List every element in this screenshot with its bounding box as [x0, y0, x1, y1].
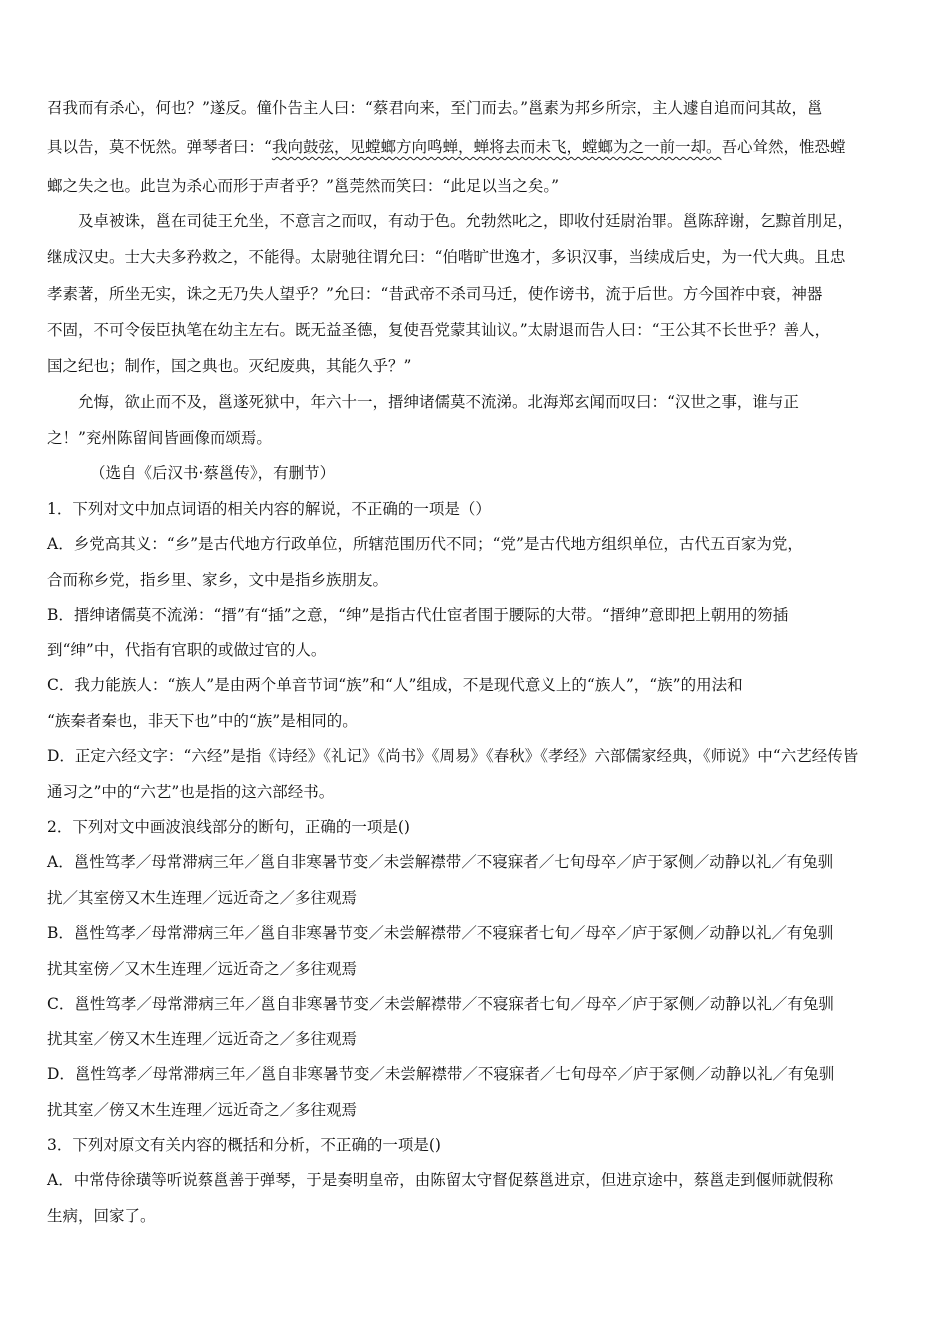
- question-2-option-a-cont: 扰／其室傍又木生连理／远近奇之／多往观焉: [47, 889, 358, 907]
- question-2-option-d: D．邕性笃孝／母常滞病三年／邕自非寒暑节变／未尝解襟带／不寝寐者／七旬母卒／庐于冢侧／动静以礼／有兔驯: [47, 1065, 835, 1083]
- wavy-underlined-sentence: 我向鼓弦，见螳螂方向鸣蝉，蝉将去而未飞，螳螂为之一前一却。: [271, 138, 722, 156]
- question-1-option-b: B．搢绅诸儒莫不流涕：“搢”有“插”之意，“绅”是指古代仕宦者围于腰际的大带。“搢绅”意即把上朝用的笏插: [47, 606, 789, 624]
- question-1-option-b-cont: 到“绅”中，代指有官职的或做过官的人。: [47, 641, 327, 659]
- passage-line: 螂之失之也。此岂为杀心而形于声者乎？”邕莞然而笑曰：“此足以当之矣。”: [47, 177, 560, 195]
- question-2-option-b-cont: 扰其室傍／又木生连理／远近奇之／多往观焉: [47, 960, 358, 978]
- question-3-option-a-cont: 生病，回家了。: [47, 1207, 156, 1225]
- question-1-option-d-cont: 通习之”中的“六艺”也是指的这六部经书。: [47, 783, 335, 801]
- passage-line: 之！”兖州陈留间皆画像而颂焉。: [47, 429, 272, 447]
- source-citation: （选自《后汉书·蔡邕传》，有删节）: [90, 464, 336, 482]
- question-3-stem: 3．下列对原文有关内容的概括和分析，不正确的一项是(): [47, 1136, 441, 1154]
- passage-line: 国之纪也；制作，国之典也。灭纪废典，其能久乎？”: [47, 357, 412, 375]
- question-1-option-c-cont: “族秦者秦也，非天下也”中的“族”是相同的。: [47, 712, 358, 730]
- question-2-option-c-cont: 扰其室／傍又木生连理／远近奇之／多往观焉: [47, 1030, 358, 1048]
- question-2-option-c: C．邕性笃孝／母常滞病三年／邕自非寒暑节变／未尝解襟带／不寝寐者七旬／母卒／庐于冢侧／动静以礼／有兔驯: [47, 995, 834, 1013]
- question-1-option-d: D．正定六经文字：“六经”是指《诗经》《礼记》《尚书》《周易》《春秋》《孝经》六部儒家经典，《师说》中“六艺经传皆: [47, 747, 859, 765]
- passage-line: [47, 135, 845, 157]
- passage-line: 不固，不可令佞臣执笔在幼主左右。既无益圣德，复使吾党蒙其讪议。”太尉退而告人曰：“王公其不长世乎？善人，: [47, 321, 831, 339]
- question-1-option-a-cont: 合而称乡党，指乡里、家乡，文中是指乡族朋友。: [47, 571, 389, 589]
- passage-text: 吾心耸然，惟恐螳: [721, 138, 846, 156]
- passage-line: 及卓被诛，邕在司徒王允坐，不意言之而叹，有动于色。允勃然叱之，即收付廷尉治罪。邕陈辞谢，乞黥首刖足，: [78, 212, 854, 230]
- question-2-option-d-cont: 扰其室／傍又木生连理／远近奇之／多往观焉: [47, 1101, 358, 1119]
- question-2-option-a: A．邕性笃孝／母常滞病三年／邕自非寒暑节变／未尝解襟带／不寝寐者／七旬母卒／庐于冢侧／动静以礼／有兔驯: [47, 853, 834, 871]
- question-2-option-b: B．邕性笃孝／母常滞病三年／邕自非寒暑节变／未尝解襟带／不寝寐者七旬／母卒／庐于冢侧／动静以礼／有兔驯: [47, 924, 834, 942]
- question-3-option-a: A．中常侍徐璜等听说蔡邕善于弹琴，于是奏明皇帝，由陈留太守督促蔡邕进京，但进京途中，蔡邕走到偃师就假称: [47, 1171, 834, 1189]
- question-1-option-c: C．我力能族人：“族人”是由两个单音节词“族”和“人”组成，不是现代意义上的“族人”，“族”的用法和: [47, 676, 743, 694]
- passage-text: 具以告，莫不怃然。弹琴者曰：“: [47, 138, 272, 156]
- passage-line: 孝素著，所坐无实，诛之无乃失人望乎？”允曰：“昔武帝不杀司马迁，使作谤书，流于后世。方今国祚中衰，神器: [47, 285, 823, 303]
- question-2-stem: 2．下列对文中画波浪线部分的断句，正确的一项是(): [47, 818, 410, 836]
- question-1-stem: 1．下列对文中加点词语的相关内容的解说，不正确的一项是（）: [47, 500, 491, 518]
- passage-line: 召我而有杀心，何也？”遂反。僮仆告主人曰：“蔡君向来，至门而去。”邕素为邦乡所宗，主人遽自追而问其故，邕: [47, 99, 823, 117]
- question-1-option-a: A．乡党高其义：“乡”是古代地方行政单位，所辖范围历代不同；“党”是古代地方组织单位，古代五百家为党，: [47, 535, 803, 553]
- passage-line: 继成汉史。士大夫多矜救之，不能得。太尉驰往谓允曰：“伯喈旷世逸才，多识汉事，当续成后史，为一代大典。且忠: [47, 248, 846, 266]
- passage-line: 允悔，欲止而不及，邕遂死狱中，年六十一，搢绅诸儒莫不流涕。北海郑玄闻而叹曰：“汉世之事，谁与正: [78, 393, 799, 411]
